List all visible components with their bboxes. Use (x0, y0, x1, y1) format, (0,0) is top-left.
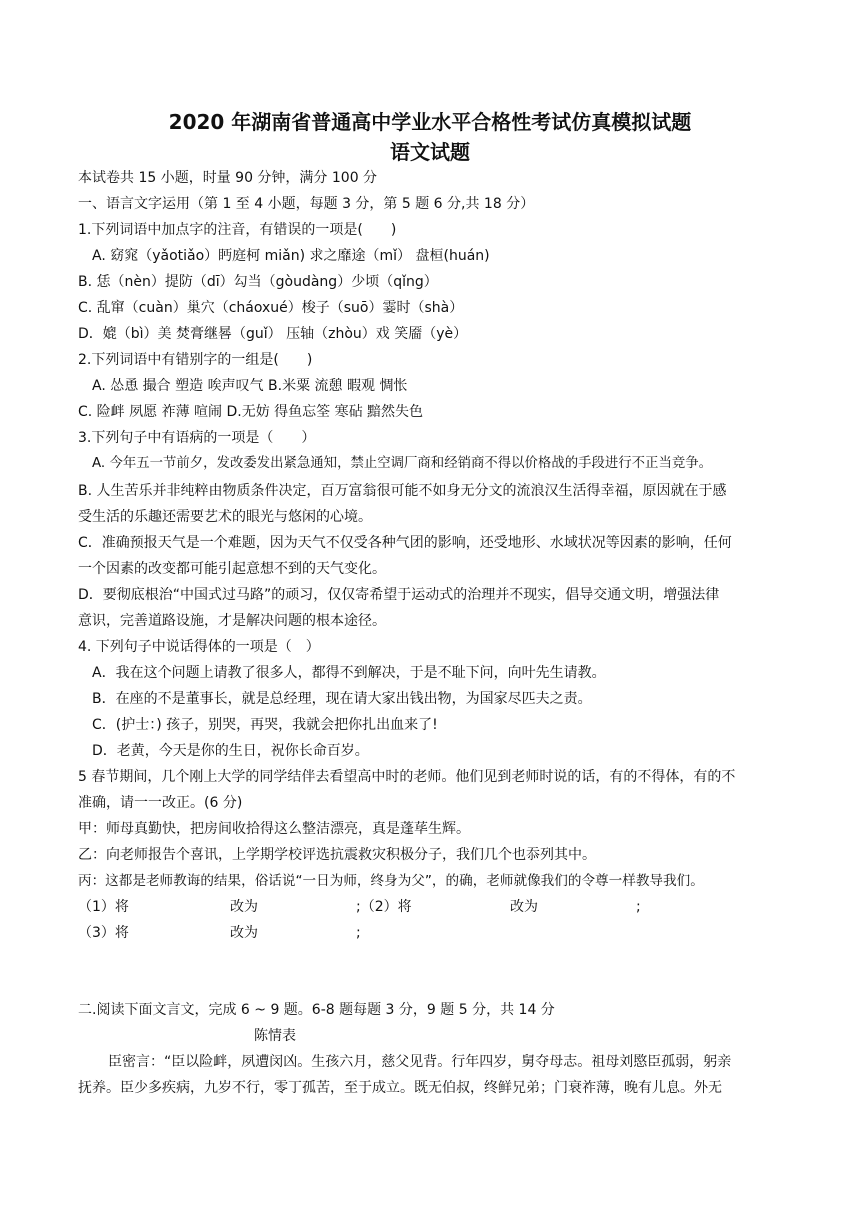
exam-intro: 本试卷共 15 小题，时量 90 分钟，满分 100 分 (78, 170, 378, 186)
question-2-stem: 2.下列词语中有错别字的一组是( ) (78, 352, 313, 368)
question-1-option-a: A. 窈窕（yǎotiǎo）眄庭柯 miǎn) 求之靡途（mǐ） 盘桓(huán) (92, 248, 490, 264)
passage-line-1: 臣密言：“臣以险衅，夙遭闵凶。生孩六月，慈父见背。行年四岁，舅夺母志。祖母刘愍臣孤弱，躬亲 (108, 1054, 732, 1070)
question-3-option-c-line1: C．准确预报天气是一个难题，因为天气不仅受各种气团的影响，还受地形、水域状况等因素的影响，任何 (78, 535, 732, 551)
question-2-options-ab: A. 怂恿 撮合 塑造 唉声叹气 B.米粟 流憩 暇观 惆怅 (92, 378, 408, 394)
question-4-option-d: D．老黄，今天是你的生日，祝你长命百岁。 (92, 743, 369, 759)
question-2-options-cd: C. 险衅 夙愿 祚薄 喧闹 D.无妨 得鱼忘筌 寒砧 黯然失色 (78, 404, 424, 420)
answer-2-change-label: 改为 (510, 899, 538, 915)
question-5-stem-line1: 5 春节期间，几个刚上大学的同学结伴去看望高中时的老师。他们见到老师时说的话，有的不得体，有的不 (78, 769, 736, 785)
question-3-option-c-line2: 一个因素的改变都可能引起意想不到的天气变化。 (78, 561, 386, 577)
answer-1-label: （1）将 (78, 899, 129, 915)
question-5-speaker-yi: 乙：向老师报告个喜讯，上学期学校评选抗震救灾积极分子，我们几个也忝列其中。 (78, 847, 596, 863)
answer-2-end: ; (636, 899, 641, 915)
answer-3-end: ; (356, 925, 361, 941)
question-1-stem: 1.下列词语中加点字的注音，有错误的一项是( ) (78, 222, 397, 238)
answer-2-label: ;（2）将 (356, 899, 412, 915)
question-3-option-b-line2: 受生活的乐趣还需要艺术的眼光与悠闲的心境。 (78, 509, 372, 525)
exam-title: 2020 年湖南省普通高中学业水平合格性考试仿真模拟试题 (168, 110, 692, 134)
question-1-option-c: C. 乱窜（cuàn）巢穴（cháoxué）梭子（suō）霎时（shà） (78, 300, 464, 316)
section-2-heading: 二.阅读下面文言文，完成 6 ~ 9 题。6-8 题每题 3 分，9 题 5 分，共 14 分 (78, 1002, 555, 1018)
answer-1-change-label: 改为 (230, 899, 258, 915)
question-4-option-c: C．(护士：) 孩子，别哭，再哭，我就会把你扎出血来了! (92, 717, 438, 733)
exam-subtitle: 语文试题 (390, 140, 470, 164)
answer-3-change-label: 改为 (230, 925, 258, 941)
question-4-option-b: B．在座的不是董事长，就是总经理，现在请大家出钱出物，为国家尽匹夫之责。 (92, 691, 592, 707)
question-1-option-d: D．媲（bì）美 焚膏继晷（guǐ） 压轴（zhòu）戏 笑靥（yè） (78, 326, 468, 342)
question-4-option-a: A．我在这个问题上请教了很多人，都得不到解决，于是不耻下问，向叶先生请教。 (92, 665, 606, 681)
question-5-speaker-bing: 丙：这都是老师教诲的结果，俗话说“一日为师，终身为父”，的确，老师就像我们的令尊一样教导我们。 (78, 873, 704, 889)
passage-title: 陈情表 (254, 1028, 296, 1044)
question-1-option-b: B. 恁（nèn）提防（dī）勾当（gòudàng）少顷（qǐng） (78, 274, 438, 290)
question-3-option-b-line1: B. 人生苦乐并非纯粹由物质条件决定，百万富翁很可能不如身无分文的流浪汉生活得幸福，原因就在于感 (78, 483, 727, 499)
answer-3-label: （3）将 (78, 925, 129, 941)
question-5-answer-row-1 (78, 897, 788, 917)
question-5-speaker-jia: 甲：师母真勤快，把房间收拾得这么整洁漂亮，真是蓬荜生辉。 (78, 821, 470, 837)
question-4-stem: 4. 下列句子中说话得体的一项是（ ） (78, 639, 320, 655)
question-3-option-a: A. 今年五一节前夕，发改委发出紧急通知，禁止空调厂商和经销商不得以价格战的手段进行不正当竞争。 (92, 456, 713, 471)
question-5-answer-row-2 (78, 923, 788, 943)
question-3-stem: 3.下列句子中有语病的一项是（ ） (78, 430, 316, 446)
question-3-option-d-line1: D．要彻底根治“中国式过马路”的顽习，仅仅寄希望于运动式的治理并不现实，倡导交通文明，增强法律 (78, 587, 720, 603)
question-3-option-d-line2: 意识，完善道路设施，才是解决问题的根本途径。 (78, 613, 386, 629)
passage-line-2: 抚养。臣少多疾病，九岁不行，零丁孤苦，至于成立。既无伯叔，终鲜兄弟；门衰祚薄，晚有儿息。外无 (78, 1080, 722, 1096)
section-1-heading: 一、语言文字运用（第 1 至 4 小题，每题 3 分，第 5 题 6 分,共 18 分） (78, 196, 535, 212)
question-5-stem-line2: 准确，请一一改正。(6 分) (78, 795, 243, 811)
